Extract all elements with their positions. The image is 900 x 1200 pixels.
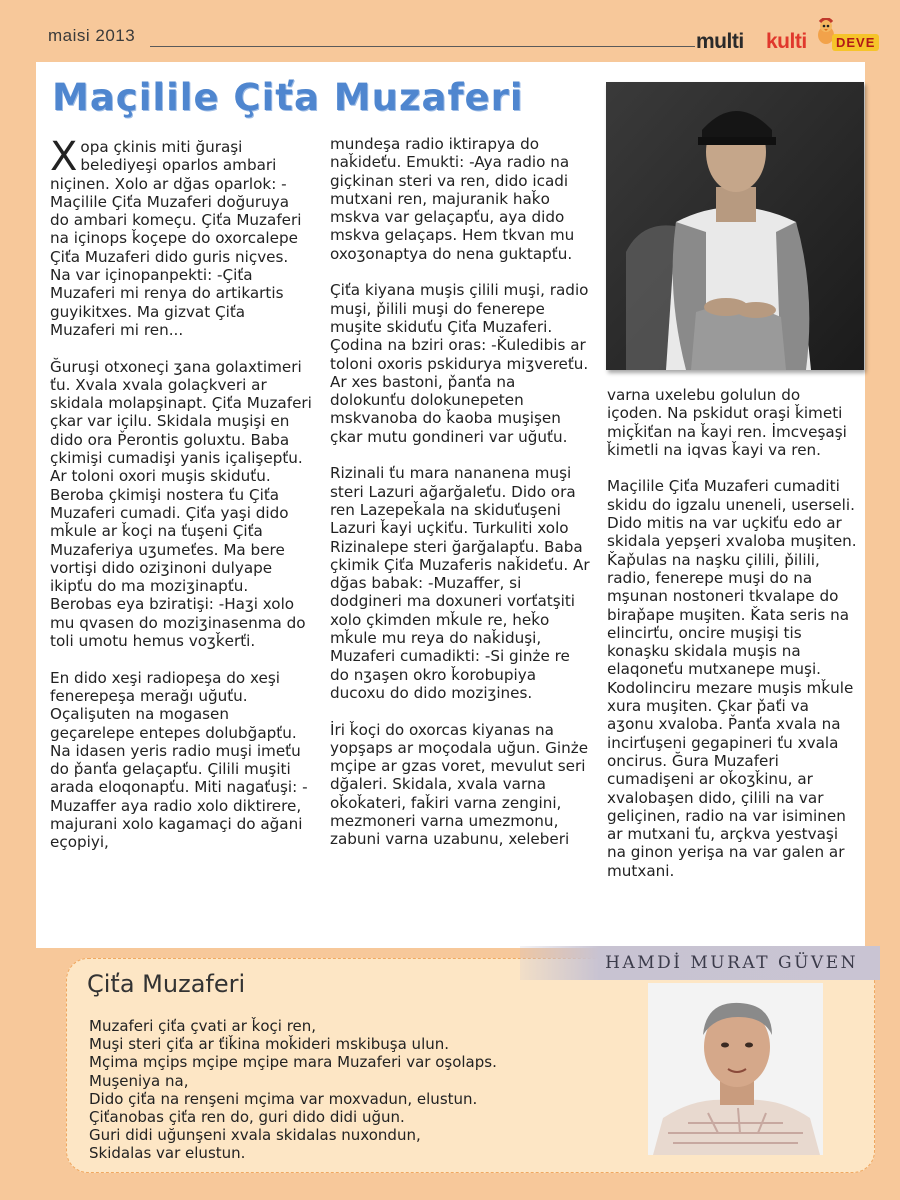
author-portrait-icon [648, 983, 823, 1155]
paragraph-text: opa çkinis miti ğuraşi belediyeşi oparlos ambari niçinen. Xolo ar dğas oparlok: -Maçilile Çiťa Muzaferi doğuruya do ambari komeçu. Çiťa Muzaferi na içinops ǩoçepe do oxorcalepe Çiťa Muzaferi dido guris niçves. Na var içinopanpekti: -Çiťa Muzaferi mi renya do artikartis guyikitxes. Ma gizvat Çiťa Muzaferi mi ren... [50, 138, 302, 339]
author-photo [648, 983, 823, 1155]
poem-line: Mçima mçips mçipe mçipe mara Muzaferi var oşolaps. [89, 1053, 497, 1072]
paragraph: Rizinali ťu mara nananena muşi steri Lazuri ağarğaleťu. Dido ora ren Lazepeǩala na skiduťuşeni Lazuri ǩayi uçkiťu. Turkuliti xolo Rizinalepe steri ğarğalapťu. Baba çkimik Çiťa Muzaferis naǩideťu. Ar dğas babak: -Muzaffer, si dodgineri ma doxuneri vorťatşiti xolo çkimden mǩule re, heǩo mǩule mu reya do naǩiduşi, Muzaferi cumadikti: -Si ginże re do nʒaşen okro ǩorobupiya ducoxu do dido moziʒines. [330, 464, 590, 702]
logo-multi: multi [696, 30, 744, 53]
header-rule [150, 46, 695, 47]
paragraph: İri ǩoçi do oxorcas kiyanas na yopşaps ar moçodala uğun. Ginże mçipe ar gzas voret, mevulut seri dğaleri. Skidala, xvala varna oǩoǩateri, faǩiri varna zengini, mezmoneri varna umezmonu, zabuni varna uzabunu, xeleberi [330, 720, 589, 849]
poem-line: Dido çiťa na renşeni mçima var moxvadun, elustun. [89, 1089, 478, 1108]
author-byline [520, 946, 880, 980]
paragraph [50, 134, 312, 339]
author-name: HAMDİ MURAT GÜVEN [605, 953, 858, 973]
poem-line: Muzaferi çiťa çvati ar ǩoçi ren, [89, 1017, 317, 1035]
article-title: Maçilile Çiťa Muzaferi [52, 76, 524, 119]
paragraph: Maçilile Çiťa Muzaferi cumaditi skidu do igzalu uneneli, userseli. Dido mitis na var uçkiťu edo ar skidala yepşeri xvaloba muşiten. Ǩap̌ulas na naşku çilili, p̌ilili, radio, fenerepe muşi do na mşunan nostoneri tkvalape do birap̌ape muşiten. Ǩata seris na elincirťu, oncire muşişi tis konaşku skidala muşis na elaqoneťu mutxanepe muşi. Kodolinciru mezare muşis mǩule xura muşiten. Çkar p̌aťi va aʒonu xvaloba. P̌anťa xvala na incirťuşeni gegapineri ťu xvala oncirus. Ğura Muzaferi cumadişeni ar oǩoʒǩinu, ar xvalobaşen dido, çilili na var geliçinen, radio na var isiminen ar mutxani ťu, arçkva yestvaşi na ginon yerişa na var galen ar mutxani. [607, 477, 857, 880]
main-photo [606, 82, 864, 370]
paragraph: mundeşa radio iktirapya do naǩideťu. Emukti: -Aya radio na giçkinan steri va ren, dido icadi mutxani ren, majuranik haǩo mskva var gelaçapťu, aya dido mskva gelaçaps. Hem tkvan mu oxoʒonaptya do nena guktapťu. [330, 135, 575, 263]
article-column-3 [607, 386, 857, 880]
drop-cap: X [50, 134, 78, 180]
article-column-1 [50, 134, 312, 852]
poem-text [89, 1017, 649, 1163]
article-column-2 [330, 135, 592, 849]
poem-title: Çiťa Muzaferi [87, 970, 246, 998]
paragraph: Çiťa kiyana muşis çilili muşi, radio muşi, p̌ilili muşi do fenerepe muşite skiduťu Çiťa Muzaferi. Çodina na bziri oras: -Ǩuledibis ar toloni oxoris pskidurya miʒvereťu. Ar xes bastoni, p̌anťa na dolokunťu dolokunepeten mskvanoba do ǩaoba muşişen çkar mutu gondineri var uğuťu. [330, 281, 589, 446]
poem-line: Çiťanobas çiťa ren do, guri dido didi uğun. [89, 1108, 405, 1127]
logo-kulti: kulti [766, 30, 807, 53]
logo-deve: DEVE [832, 34, 879, 51]
paragraph: Ğuruşi otxoneçi ʒana golaxtimeri ťu. Xvala xvala golaçkveri ar skidala molapşinapt. Çiťa Muzaferi çkar var içilu. Skidala muşişi en dido ora P̌erontis goluxtu. Baba çkimişi cumadişi yanis içalişepťu. Ar toloni oxori muşis skiduťu. Beroba çkimişi nostera ťu Çiťa Muzaferi cumadi. Çiťa yaşi dido mǩule ar ǩoçi na ťuşeni Çiťa Muzaferiya uʒumeťes. Ma bere vortişi dido oziʒinoni dulyape ikipťu do ma moziʒinapťu. Berobas eya bziratişi: -Haʒi xolo mu qvasen do moziʒinasenma do toli umotu hemus voʒǩerťi. [50, 357, 312, 651]
poem-line: Muşi steri çiťa ar ťiǩina moǩideri mskibuşa ulun. [89, 1035, 450, 1054]
poem-line: Muşeniya na, [89, 1071, 189, 1090]
paragraph: En dido xeşi radiopeşa do xeşi fenerepeşa merağı uğuťu. Oçalişuten na mogasen geçarelepe entepes dolubğapťu. Na idasen yeris radio muşi imeťu do p̌anťa gelaçapťu. Çilili muşiti arada eloqonapťu. Miti nagaťuşi: -Muzaffer aya radio xolo diktirere, majurani xolo kagamaçi do ağani eçopiyi, [50, 668, 308, 852]
magazine-logo [696, 28, 886, 54]
poem-line: Guri didi uğunşeni xvala skidalas nuxondun, [89, 1126, 421, 1145]
elderly-man-photo-icon [606, 82, 864, 370]
poem-line: Skidalas var elustun. [89, 1144, 246, 1163]
paragraph: varna uxelebu golulun do içoden. Na pskidut oraşi ǩimeti miçǩiťan na ǩayi ren. İmcveşaşi ǩimetli na iqvas ǩayi va ren. [607, 386, 847, 459]
issue-date: maisi 2013 [48, 26, 136, 45]
